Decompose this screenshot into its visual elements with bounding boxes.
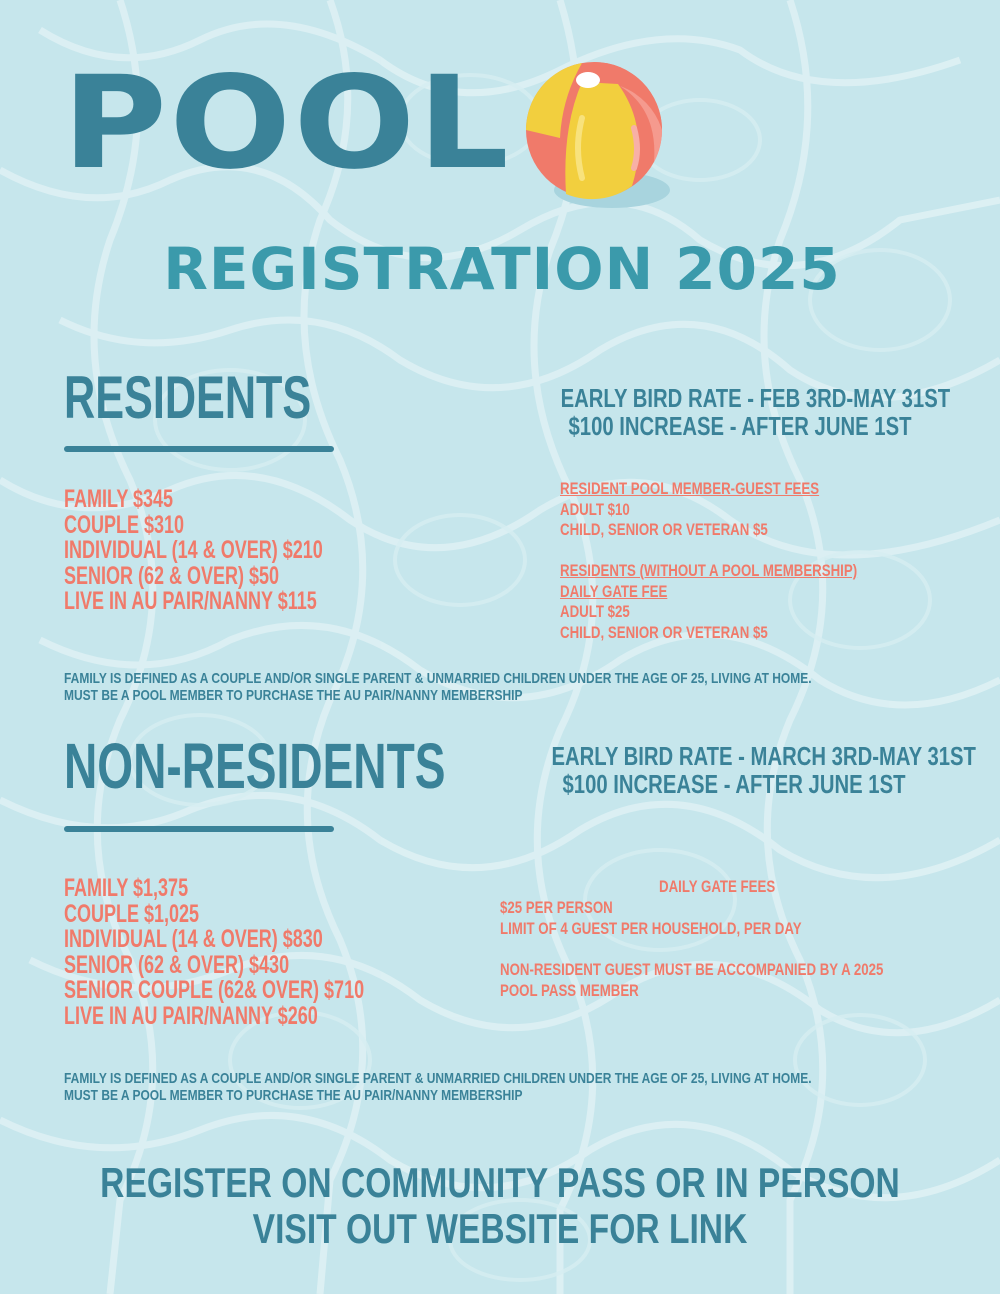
- footer-call-to-action: [100, 1160, 900, 1252]
- gate-fee-adult: ADULT $25: [560, 602, 630, 621]
- residents-early-bird-line: EARLY BIRD RATE - FEB 3RD-MAY 31ST: [560, 383, 951, 413]
- residents-early-bird: [560, 383, 951, 441]
- guest-rule-line: NON-RESIDENT GUEST MUST BE ACCOMPANIED BY A 2025: [500, 960, 884, 979]
- resident-guest-fees: [560, 479, 819, 541]
- list-item: FAMILY $345: [64, 485, 174, 513]
- list-item: INDIVIDUAL (14 & OVER) $830: [64, 925, 323, 953]
- list-item: SENIOR COUPLE (62& OVER) $710: [64, 976, 365, 1004]
- non-resident-gate-fees-title: DAILY GATE FEES: [659, 877, 776, 896]
- gate-fee-price: $25 PER PERSON: [500, 898, 613, 917]
- note-line: MUST BE A POOL MEMBER TO PURCHASE THE AU PAIR/NANNY MEMBERSHIP: [64, 687, 523, 704]
- non-resident-guest-rule: [500, 960, 883, 1001]
- resident-gate-fees: [560, 561, 857, 643]
- footer-line-website: VISIT OUT WEBSITE FOR LINK: [252, 1205, 748, 1252]
- guest-rule-line: POOL PASS MEMBER: [500, 980, 639, 1000]
- residents-heading: RESIDENTS: [64, 364, 312, 431]
- note-line: FAMILY IS DEFINED AS A COUPLE AND/OR SINGLE PARENT & UNMARRIED CHILDREN UNDER THE AGE OF 25, LIVING AT HOME.: [64, 670, 812, 687]
- non-residents-early-bird: [551, 741, 976, 799]
- non-residents-family-note: [64, 1070, 812, 1104]
- list-item: LIVE IN AU PAIR/NANNY $115: [64, 587, 317, 615]
- non-residents-increase-line: $100 INCREASE - AFTER JUNE 1ST: [562, 769, 906, 799]
- gate-fee-limit: LIMIT OF 4 GUEST PER HOUSEHOLD, PER DAY: [500, 918, 802, 938]
- gate-fee-subtitle: DAILY GATE FEE: [560, 581, 668, 601]
- list-item: COUPLE $310: [64, 510, 185, 539]
- guest-fee-child: CHILD, SENIOR OR VETERAN $5: [560, 520, 768, 539]
- non-resident-gate-fees: [500, 898, 802, 939]
- guest-fee-adult: ADULT $10: [560, 499, 630, 519]
- gate-fee-title: RESIDENTS (WITHOUT A POOL MEMBERSHIP): [560, 561, 858, 580]
- residents-increase-line: $100 INCREASE - AFTER JUNE 1ST: [568, 411, 912, 441]
- non-residents-price-list: [64, 876, 364, 1029]
- gate-fee-child: CHILD, SENIOR OR VETERAN $5: [560, 622, 768, 642]
- note-line: FAMILY IS DEFINED AS A COUPLE AND/OR SINGLE PARENT & UNMARRIED CHILDREN UNDER THE AGE OF 25, LIVING AT HOME.: [64, 1070, 812, 1087]
- list-item: SENIOR (62 & OVER) $50: [64, 561, 280, 590]
- residents-divider: [64, 446, 334, 452]
- non-residents-early-bird-line: EARLY BIRD RATE - MARCH 3RD-MAY 31ST: [551, 741, 976, 771]
- non-residents-heading: NON-RESIDENTS: [64, 730, 446, 802]
- residents-price-list: [64, 487, 323, 615]
- list-item: SENIOR (62 & OVER) $430: [64, 950, 290, 979]
- non-residents-divider: [64, 826, 334, 832]
- title-registration: REGISTRATION 2025: [163, 235, 841, 303]
- list-item: INDIVIDUAL (14 & OVER) $210: [64, 536, 323, 564]
- beach-ball-icon: [522, 58, 674, 210]
- note-line: MUST BE A POOL MEMBER TO PURCHASE THE AU PAIR/NANNY MEMBERSHIP: [64, 1087, 523, 1104]
- footer-line-register: REGISTER ON COMMUNITY PASS OR IN PERSON: [100, 1159, 900, 1206]
- list-item: LIVE IN AU PAIR/NANNY $260: [64, 1001, 318, 1030]
- residents-family-note: [64, 670, 812, 704]
- title-pool: POOL: [62, 49, 512, 198]
- list-item: FAMILY $1,375: [64, 874, 189, 902]
- guest-fees-title: RESIDENT POOL MEMBER-GUEST FEES: [560, 479, 820, 498]
- list-item: COUPLE $1,025: [64, 899, 200, 928]
